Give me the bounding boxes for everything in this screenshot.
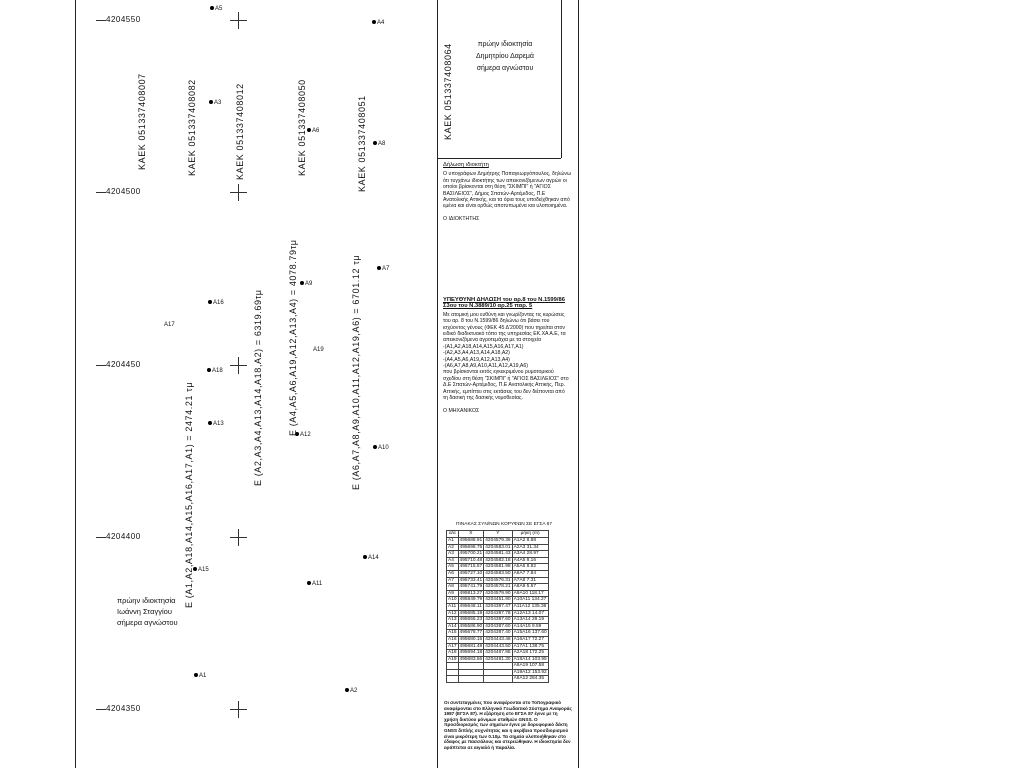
table-cell: [447, 676, 459, 683]
kaek-label: ΚΑΕΚ 051337408082: [187, 79, 197, 176]
table-cell: [484, 663, 512, 670]
table-row: [447, 643, 549, 650]
panel-inner-line: [561, 0, 562, 158]
table-cell: 4204576.31: [485, 577, 511, 583]
survey-point: Α15: [193, 567, 209, 573]
survey-point: Α9: [300, 281, 312, 287]
table-cell: Α6Α7 7.84: [512, 570, 548, 577]
table-cell: 4204582.18: [485, 557, 511, 563]
grid-cross: [230, 12, 247, 29]
table-row: [447, 577, 549, 584]
table-cell: Α3: [447, 551, 459, 558]
former-owner-top: πρώην ιδιοκτησία Δημητρίου Δαρεμά σήμερα αγνώστου: [476, 41, 534, 72]
area-label: Ε (Α4,Α5,Α6,Α19,Α12,Α13,Α4) = 4078.79τμ: [288, 239, 298, 436]
panel-top-divider: [437, 158, 561, 159]
table-cell: Α10Α11 134.27: [513, 597, 547, 603]
survey-point: Α5: [210, 6, 222, 12]
grid-cross: [230, 357, 247, 374]
table-cell: Α19: [448, 656, 457, 662]
table-header: Υ: [484, 531, 512, 538]
table-header: μήκη (m): [512, 531, 548, 538]
table-cell: Α19Α12 153.92: [513, 669, 547, 675]
table-cell: Α5: [447, 564, 459, 571]
table-cell: Α17: [448, 643, 457, 649]
table-cell: 4204578.21: [485, 584, 511, 590]
table-row: [447, 650, 549, 657]
table-cell: 495694.18: [459, 650, 483, 656]
table-cell: Α17Α1 138.75: [512, 643, 548, 650]
area-label: Ε (Α2,Α3,Α4,Α13,Α14,Α18,Α2) = 6319.69τμ: [253, 289, 263, 486]
y-tick: [96, 365, 106, 366]
area-label: Ε (Α6,Α7,Α8,Α9,Α10,Α11,Α12,Α19,Α6) = 6701.12 τμ: [351, 254, 361, 490]
table-cell: Α14: [448, 623, 457, 629]
survey-point: Α16: [208, 300, 224, 306]
engineer-body: Με ατομική μου ευθύνη και γνωρίζοντας τις κυρώσεις του αρ. 8 του Ν.1599/86 δηλώνω ότι βάσει του ισχύοντος γένους (ΦΕΚ 45 Δ'2000) που τηρείται στον ειδικό διαδικτυακό τόπο της υπηρεσίας ΕΚ.ΧΑ Α.Ε, τα απεικονιζόμενα αγροτεμάχια με τα στοιχεία: [443, 311, 566, 344]
y-tick: [96, 537, 106, 538]
table-cell: 4204581.43: [485, 551, 511, 557]
owner-declaration: [443, 162, 571, 222]
table-cell: Α6Α19 107.58: [512, 663, 548, 670]
table-cell: Α6: [447, 570, 459, 577]
table-cell: 4204443.48: [485, 636, 511, 642]
table-cell: Α10: [448, 597, 457, 603]
y-label: 4204400: [106, 532, 141, 541]
table-cell: Α7: [447, 577, 459, 584]
table-cell: Α2Α18 172.25: [512, 650, 548, 657]
table-cell: Α15Α16 137.60: [513, 630, 547, 636]
table-row: [447, 590, 549, 597]
survey-point: Α8: [373, 141, 385, 147]
table-cell: Α2: [447, 544, 459, 551]
table-cell: Α18Α14 103.95: [513, 656, 547, 662]
table-row: [447, 663, 549, 670]
table-header-row: [447, 531, 549, 538]
table-row: [447, 676, 549, 683]
kaek-label: ΚΑΕΚ 051337408064: [443, 43, 453, 140]
table-cell: Α11Α12 135.36: [513, 603, 547, 609]
table-cell: 495700.21: [459, 551, 483, 557]
table-cell: 4204387.60: [485, 617, 511, 623]
engineer-list-item: -(Α2,Α3,Α4,Α13,Α14,Α18,Α2): [443, 350, 510, 357]
kaek-label: ΚΑΕΚ 051337408051: [357, 95, 367, 192]
table-row: [447, 669, 549, 676]
table-cell: Α8Α9 5.57: [512, 584, 548, 591]
survey-point: Α7: [377, 266, 389, 272]
table-cell: 495681.48: [459, 643, 483, 649]
former-owner-left: πρώην ιδιοκτησία Ιωάννη Σταγγίου σήμερα αγνώστου: [117, 596, 178, 627]
table-cell: [447, 669, 459, 676]
table-cell: 4204583.50: [485, 570, 511, 576]
area-label: Ε (Α1,Α2,Α18,Α14,Α15,Α16,Α17,Α1) = 2474.21 τμ: [184, 381, 194, 608]
table-cell: 495727.10: [459, 570, 483, 576]
table-cell: 495741.79: [459, 584, 483, 590]
survey-point: Α1: [194, 673, 206, 679]
table-cell: Α13Α14 28.19: [512, 617, 548, 624]
table-row: [447, 636, 549, 643]
survey-point: Α2: [345, 688, 357, 694]
table-cell: 4204579.36: [485, 538, 511, 543]
table-title: ΠΙΝΑΚΑΣ ΣΥΝ/ΝΩΝ ΚΟΡΥΦΩΝ ΣΕ ΕΓΣΑ 87: [456, 522, 552, 527]
left-frame-line: [75, 0, 76, 768]
table-cell: Α15: [448, 630, 457, 636]
table-cell: 495688.91: [459, 538, 483, 543]
survey-point: Α3: [209, 100, 221, 106]
table-cell: 495648.11: [459, 603, 482, 609]
table-row: [447, 551, 549, 558]
y-label: 4204500: [106, 187, 141, 196]
table-cell: Α9: [447, 590, 459, 597]
table-cell: 4204443.50: [485, 643, 511, 649]
table-cell: 495655.23: [459, 617, 483, 623]
table-cell: 4204583.01: [485, 544, 511, 550]
table-cell: Α14Α15 9.59: [512, 623, 548, 630]
table-cell: 495683.56: [459, 656, 483, 662]
table-row: [447, 584, 549, 591]
table-cell: Α18: [448, 650, 457, 656]
table-cell: Α1: [447, 538, 459, 545]
y-label: 4204350: [106, 704, 141, 713]
table-row: [447, 610, 549, 617]
y-label: 4204450: [106, 360, 141, 369]
grid-cross: [230, 184, 247, 201]
table-cell: Α12Α13 14.07: [512, 610, 548, 617]
table-cell: 495813.27: [459, 590, 483, 596]
table-cell: Α13: [448, 617, 457, 623]
table-body: [447, 538, 549, 683]
table-row: [447, 570, 549, 577]
table-cell: 495733.41: [459, 577, 483, 583]
table-header: Χ: [458, 531, 484, 538]
y-label: 4204550: [106, 15, 141, 24]
points-table: [446, 530, 549, 683]
table-cell: Α3Α4 28.97: [512, 551, 548, 558]
table-cell: 4204467.95: [485, 650, 511, 656]
table-cell: Α6Α12 284.35: [512, 676, 548, 683]
grid-cross: [230, 701, 247, 718]
survey-point: Α10: [373, 445, 389, 451]
kaek-label: ΚΑΕΚ 051337408007: [137, 73, 147, 170]
grid-cross: [230, 529, 247, 546]
declaration-sign: Ο ΙΔΙΟΚΤΗΤΗΣ: [443, 215, 480, 222]
table-cell: 495849.79: [459, 597, 483, 603]
survey-point: Α18: [207, 368, 223, 374]
table-cell: Α8: [447, 584, 459, 591]
table-cell: Α9Α10 118.17: [512, 590, 548, 597]
table-cell: Α7Α8 7.31: [512, 577, 548, 584]
table-header: α/α: [447, 531, 459, 538]
kaek-label: ΚΑΕΚ 051337408012: [235, 83, 245, 180]
table-cell: Α16: [448, 636, 457, 642]
table-cell: 4204387.60: [485, 623, 511, 629]
table-cell: [458, 676, 484, 683]
table-cell: Α4: [447, 557, 459, 564]
declaration-body: Ο υπογράφων Δημήτρης Παπαγεωργόπουλος, δηλώνω ότι τυγχάνω ιδιοκτήτης των απεικονιζόμενων αγρών οι οποίοι βρίσκονται στη θέση "ΣΚΙΜΠΙ" ή "ΑΓΙΟΣ ΒΑΣΙΛΕΙΟΣ", Δήμος Σπατών-Αρτέμιδος, Π.Ε Ανατολικής Αττικής, και τα όρια τους υποδείχθηκαν από εμένα και είναι ορθώς αποτυπωμένα και υλοποιημένα.: [443, 171, 572, 210]
kaek-label: ΚΑΕΚ 051337408050: [297, 79, 307, 176]
table-cell: 4204579.90: [485, 590, 511, 596]
survey-point: Α14: [363, 555, 379, 561]
y-tick: [96, 192, 106, 193]
table-cell: [447, 663, 459, 670]
engineer-declaration: [443, 297, 571, 414]
survey-point: Α17: [164, 322, 175, 328]
table-row: [447, 617, 549, 624]
survey-point: Α11: [307, 581, 322, 587]
table-cell: 495698.75: [459, 544, 483, 550]
table-cell: Α5Α6 8.82: [512, 564, 548, 571]
engineer-list-item: -(Α6,Α7,Α8,Α9,Α10,Α11,Α12,Α19,Α6): [443, 363, 528, 370]
engineer-list-item: -(Α4,Α5,Α6,Α19,Α12,Α13,Α4): [443, 356, 510, 363]
table-row: [447, 630, 549, 637]
engineer-sign: Ο ΜΗΧΑΝΙΚΟΣ: [443, 407, 480, 414]
survey-point: Α13: [208, 421, 224, 427]
table-cell: Α12: [448, 610, 457, 616]
table-row: [447, 557, 549, 564]
table-cell: Α1Α2 8.88: [512, 538, 548, 545]
table-cell: [484, 669, 512, 676]
table-row: [447, 603, 549, 610]
survey-point: Α12: [295, 432, 311, 438]
table-cell: 4204387.78: [485, 610, 511, 616]
table-row: [447, 538, 549, 545]
table-cell: Α11: [448, 603, 457, 609]
survey-point: Α4: [372, 20, 384, 26]
y-tick: [96, 20, 106, 21]
table-cell: 4204387.47: [485, 603, 511, 609]
engineer-title: ΥΠΕΥΘΥΝΗ ΔΗΛΩΣΗ του αρ.8 του Ν.1599/86 Σ3ου του Ν.3889/10 αρ.25 παρ. 5: [443, 297, 565, 310]
table-cell: [458, 669, 484, 676]
table-cell: 4204481.30: [485, 656, 511, 662]
coordinates-table: [446, 522, 562, 683]
table-row: [447, 623, 549, 630]
table-row: [447, 597, 549, 604]
table-cell: 495586.90: [459, 623, 483, 629]
table-cell: 4204581.98: [485, 564, 511, 570]
table-cell: Α16Α17 72.27: [512, 636, 548, 643]
survey-point: Α6: [307, 128, 319, 134]
table-cell: Α2Α3 31.34: [512, 544, 548, 551]
table-cell: 495685.19: [459, 610, 483, 616]
engineer-list-item: -(Α1,Α2,Α18,Α14,Α15,Α16,Α17,Α1): [443, 343, 524, 350]
table-cell: 495680.15: [459, 636, 483, 642]
table-cell: [484, 676, 512, 683]
table-row: [447, 544, 549, 551]
panel-divider-line: [437, 0, 438, 768]
footnote: Οι συντεταγμένες που αναφέρονται στο Τοπογραφικό αναφέρονται στο Ελληνικό Γεωδαιτικό Σύστημα Αναφοράς 1987 (ΕΓΣΑ 87). Η εξάρτηση στο ΕΓΣΑ 87 έγινε με τη χρήση δικτύου μόνιμων σταθμών GNSS. Ο προσδιορισμός των σημείων έγινε με δορυφορικό δέκτη GNSS διπλής συχνότητας και η ακρίβεια προσδιορισμού είναι μικρότερη των 0.10μ. Τα σημεία υλοποιήθηκαν στο έδαφος με πασσάλους και στερεώθηκαν. Η ιδιοκτησία δεν εφάπτεται σε αιγιαλό ή παραλία.: [444, 700, 572, 750]
table-cell: 495678.77: [459, 630, 483, 636]
table-cell: 495715.57: [459, 564, 483, 570]
table-row: [447, 564, 549, 571]
right-frame-line: [578, 0, 579, 768]
declaration-title: Δήλωση ιδιοκτήτη: [443, 162, 489, 168]
table-cell: 495710.48: [459, 557, 483, 563]
table-row: [447, 656, 549, 663]
y-tick: [96, 709, 106, 710]
table-cell: [458, 663, 484, 670]
table-cell: 4204387.40: [485, 630, 511, 636]
table-cell: Α4Α5 8.16: [512, 557, 548, 564]
engineer-body-2: που βρίσκονται εκτός εγκεκριμένου ρυμοτομικού σχεδίου στη θέση "ΣΚΙΜΠΙ" ή "ΑΓΙΟΣ ΒΑΣΙΛΕΙΟΣ" στο Δ.Ε Σπατών-Αρτέμιδος, Π.Ε Ανατολικής Αττικής, Περ. Αττικής, εμπίπτει στις εκτάσεις του δεν διέπονται από τη δασική της δασικής νομοθεσίας.: [443, 369, 569, 402]
table-cell: 4204451.90: [485, 597, 511, 603]
survey-point: Α19: [313, 347, 324, 353]
